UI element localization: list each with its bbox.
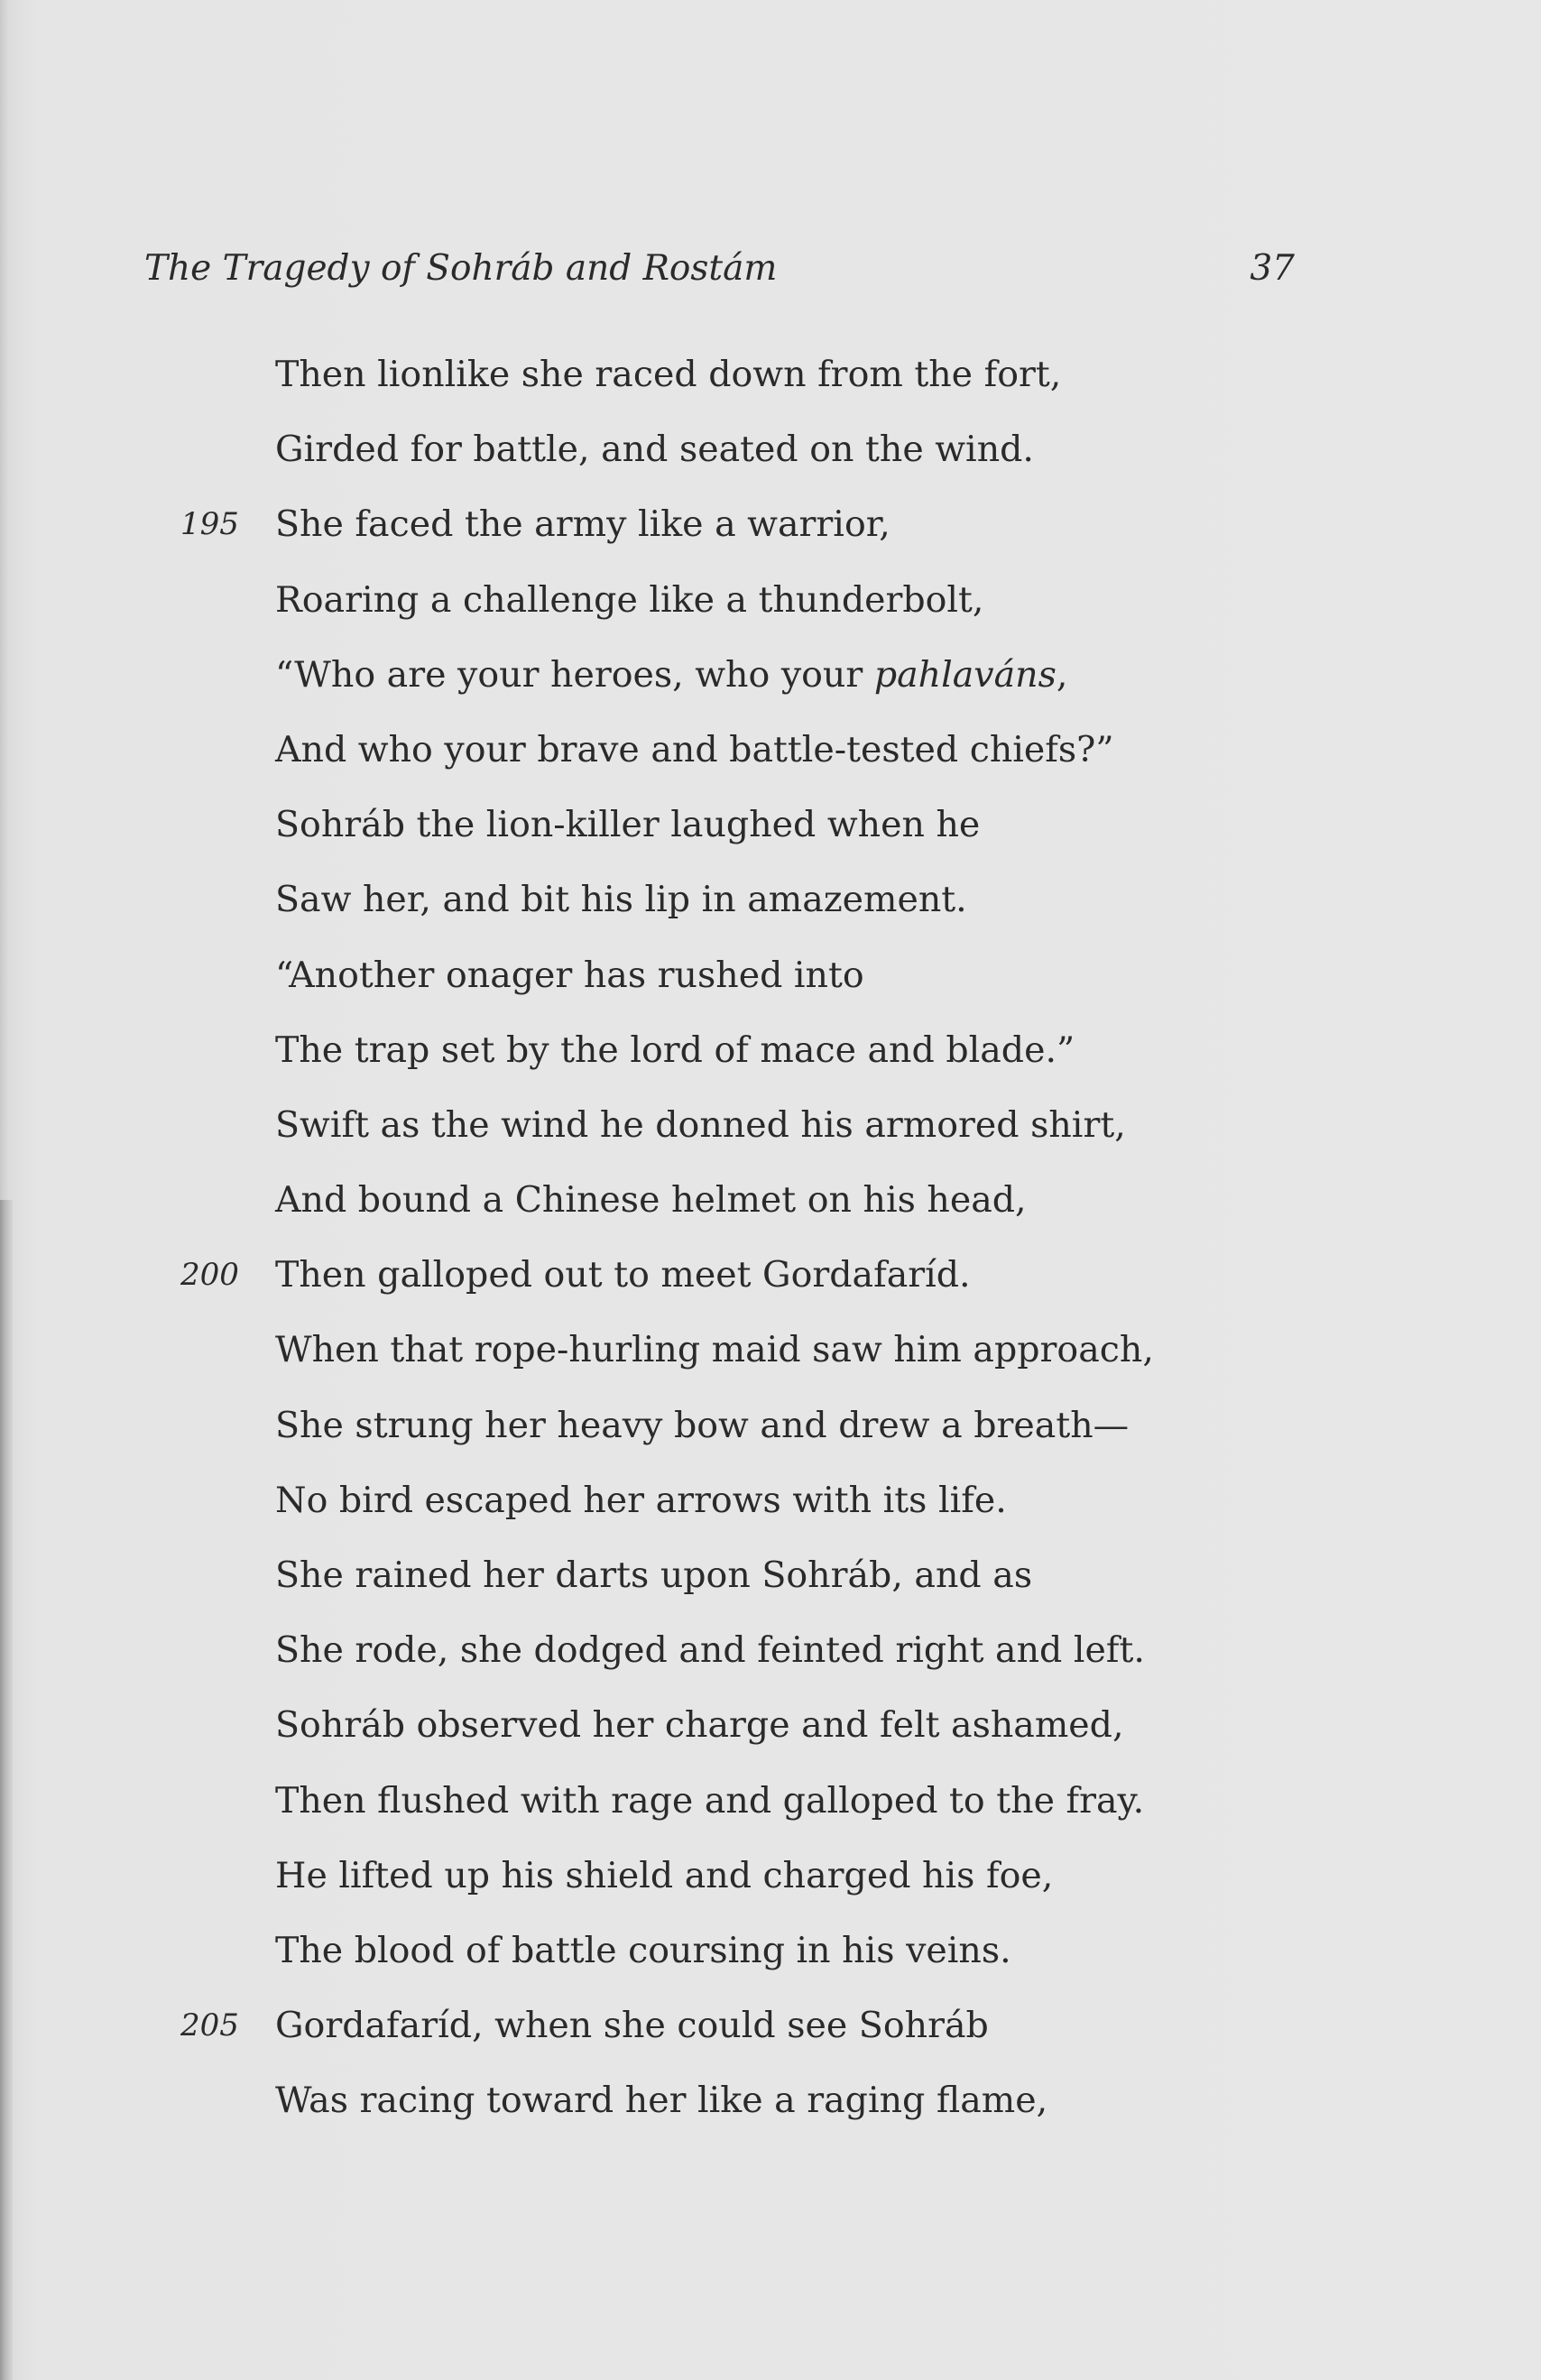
verse-line	[0, 1698, 1541, 1773]
line-text-roman: She faced the army like a warrior,	[275, 503, 890, 546]
line-text-roman: Sohráb observed her charge and felt ashamed,	[275, 1704, 1124, 1747]
verse-line	[0, 723, 1541, 798]
poem-verse	[0, 347, 1541, 2149]
line-text-roman: Saw her, and bit his lip in amazement.	[275, 879, 967, 921]
line-number: 200	[180, 1257, 239, 1294]
verse-line	[0, 872, 1541, 947]
line-text	[275, 1774, 1144, 1828]
running-title: The Tragedy of Sohráb and Rostám	[144, 248, 778, 289]
line-text-roman: Girded for battle, and seated on the wind.	[275, 429, 1034, 471]
line-text	[275, 422, 1034, 476]
line-text	[275, 1623, 1145, 1677]
line-text	[275, 1398, 1129, 1453]
line-text	[275, 1849, 1053, 1903]
line-text-roman: “Who are your heroes, who your	[275, 653, 874, 696]
line-text-roman: When that rope-hurling maid saw him approach,	[275, 1329, 1154, 1371]
line-text	[275, 648, 1067, 702]
line-text	[275, 1023, 1075, 1077]
line-text-roman: The trap set by the lord of mace and blade.”	[275, 1029, 1075, 1071]
verse-line	[0, 2073, 1541, 2148]
verse-line	[0, 948, 1541, 1023]
line-text-roman: Was racing toward her like a raging flame,	[275, 2080, 1048, 2122]
line-text-roman: Roaring a challenge like a thunderbolt,	[275, 578, 984, 621]
verse-line	[0, 1774, 1541, 1849]
line-text	[275, 1098, 1126, 1152]
line-text	[275, 723, 1114, 777]
line-text	[275, 1248, 971, 1302]
verse-line	[0, 1849, 1541, 1923]
line-text-roman: And bound a Chinese helmet on his head,	[275, 1179, 1027, 1222]
line-text-italic: pahlaváns	[873, 653, 1057, 696]
line-text-roman: He lifted up his shield and charged his foe,	[275, 1854, 1054, 1896]
line-number: 205	[180, 2007, 239, 2044]
verse-line	[0, 1473, 1541, 1548]
line-text-roman: She rained her darts upon Sohráb, and as	[275, 1554, 1033, 1596]
verse-line	[0, 1548, 1541, 1623]
line-text	[275, 1998, 989, 2053]
line-text	[275, 573, 984, 627]
verse-line	[0, 1623, 1541, 1698]
line-text-roman: Then flushed with rage and galloped to the fray.	[275, 1779, 1145, 1822]
line-text-roman: Swift as the wind he donned his armored shirt,	[275, 1103, 1126, 1146]
line-text-roman: Sohráb the lion-killer laughed when he	[275, 804, 981, 846]
line-text-roman: Then galloped out to meet Gordafaríd.	[275, 1254, 971, 1296]
line-text	[275, 347, 1061, 401]
line-text	[275, 2073, 1047, 2127]
verse-line	[0, 1398, 1541, 1473]
line-text-trailing: ,	[1056, 653, 1068, 696]
verse-line	[0, 1173, 1541, 1248]
line-text	[275, 1173, 1027, 1227]
line-text	[275, 1923, 1011, 1978]
verse-line	[0, 497, 1541, 572]
line-text-roman: No bird escaped her arrows with its life.	[275, 1479, 1007, 1521]
verse-line	[0, 1323, 1541, 1398]
verse-line	[0, 1998, 1541, 2073]
line-text-roman: She strung her heavy bow and drew a breath—	[275, 1404, 1130, 1446]
verse-line	[0, 1098, 1541, 1173]
line-text-roman: Gordafaríd, when she could see Sohráb	[275, 2005, 989, 2047]
verse-line	[0, 347, 1541, 422]
line-text-roman: The blood of battle coursing in his veins.	[275, 1929, 1011, 1971]
verse-line	[0, 1248, 1541, 1323]
line-text	[275, 1473, 1007, 1527]
line-text-roman: “Another onager has rushed into	[275, 954, 864, 996]
line-text	[275, 497, 890, 551]
line-text-roman: She rode, she dodged and feinted right and left.	[275, 1629, 1145, 1672]
verse-line	[0, 573, 1541, 648]
verse-line	[0, 422, 1541, 497]
page-number: 37	[1250, 248, 1295, 289]
line-text	[275, 1698, 1124, 1752]
line-text	[275, 1548, 1032, 1602]
verse-line	[0, 1023, 1541, 1098]
verse-line	[0, 1923, 1541, 1998]
running-head	[144, 242, 1295, 296]
line-text-roman: And who your brave and battle-tested chiefs?”	[275, 728, 1114, 770]
verse-line	[0, 648, 1541, 723]
line-text	[275, 798, 980, 852]
line-number: 195	[180, 506, 239, 543]
verse-line	[0, 798, 1541, 872]
line-text-roman: Then lionlike she raced down from the fort,	[275, 354, 1062, 395]
line-text	[275, 1323, 1154, 1377]
line-text	[275, 872, 967, 927]
line-text	[275, 948, 864, 1002]
